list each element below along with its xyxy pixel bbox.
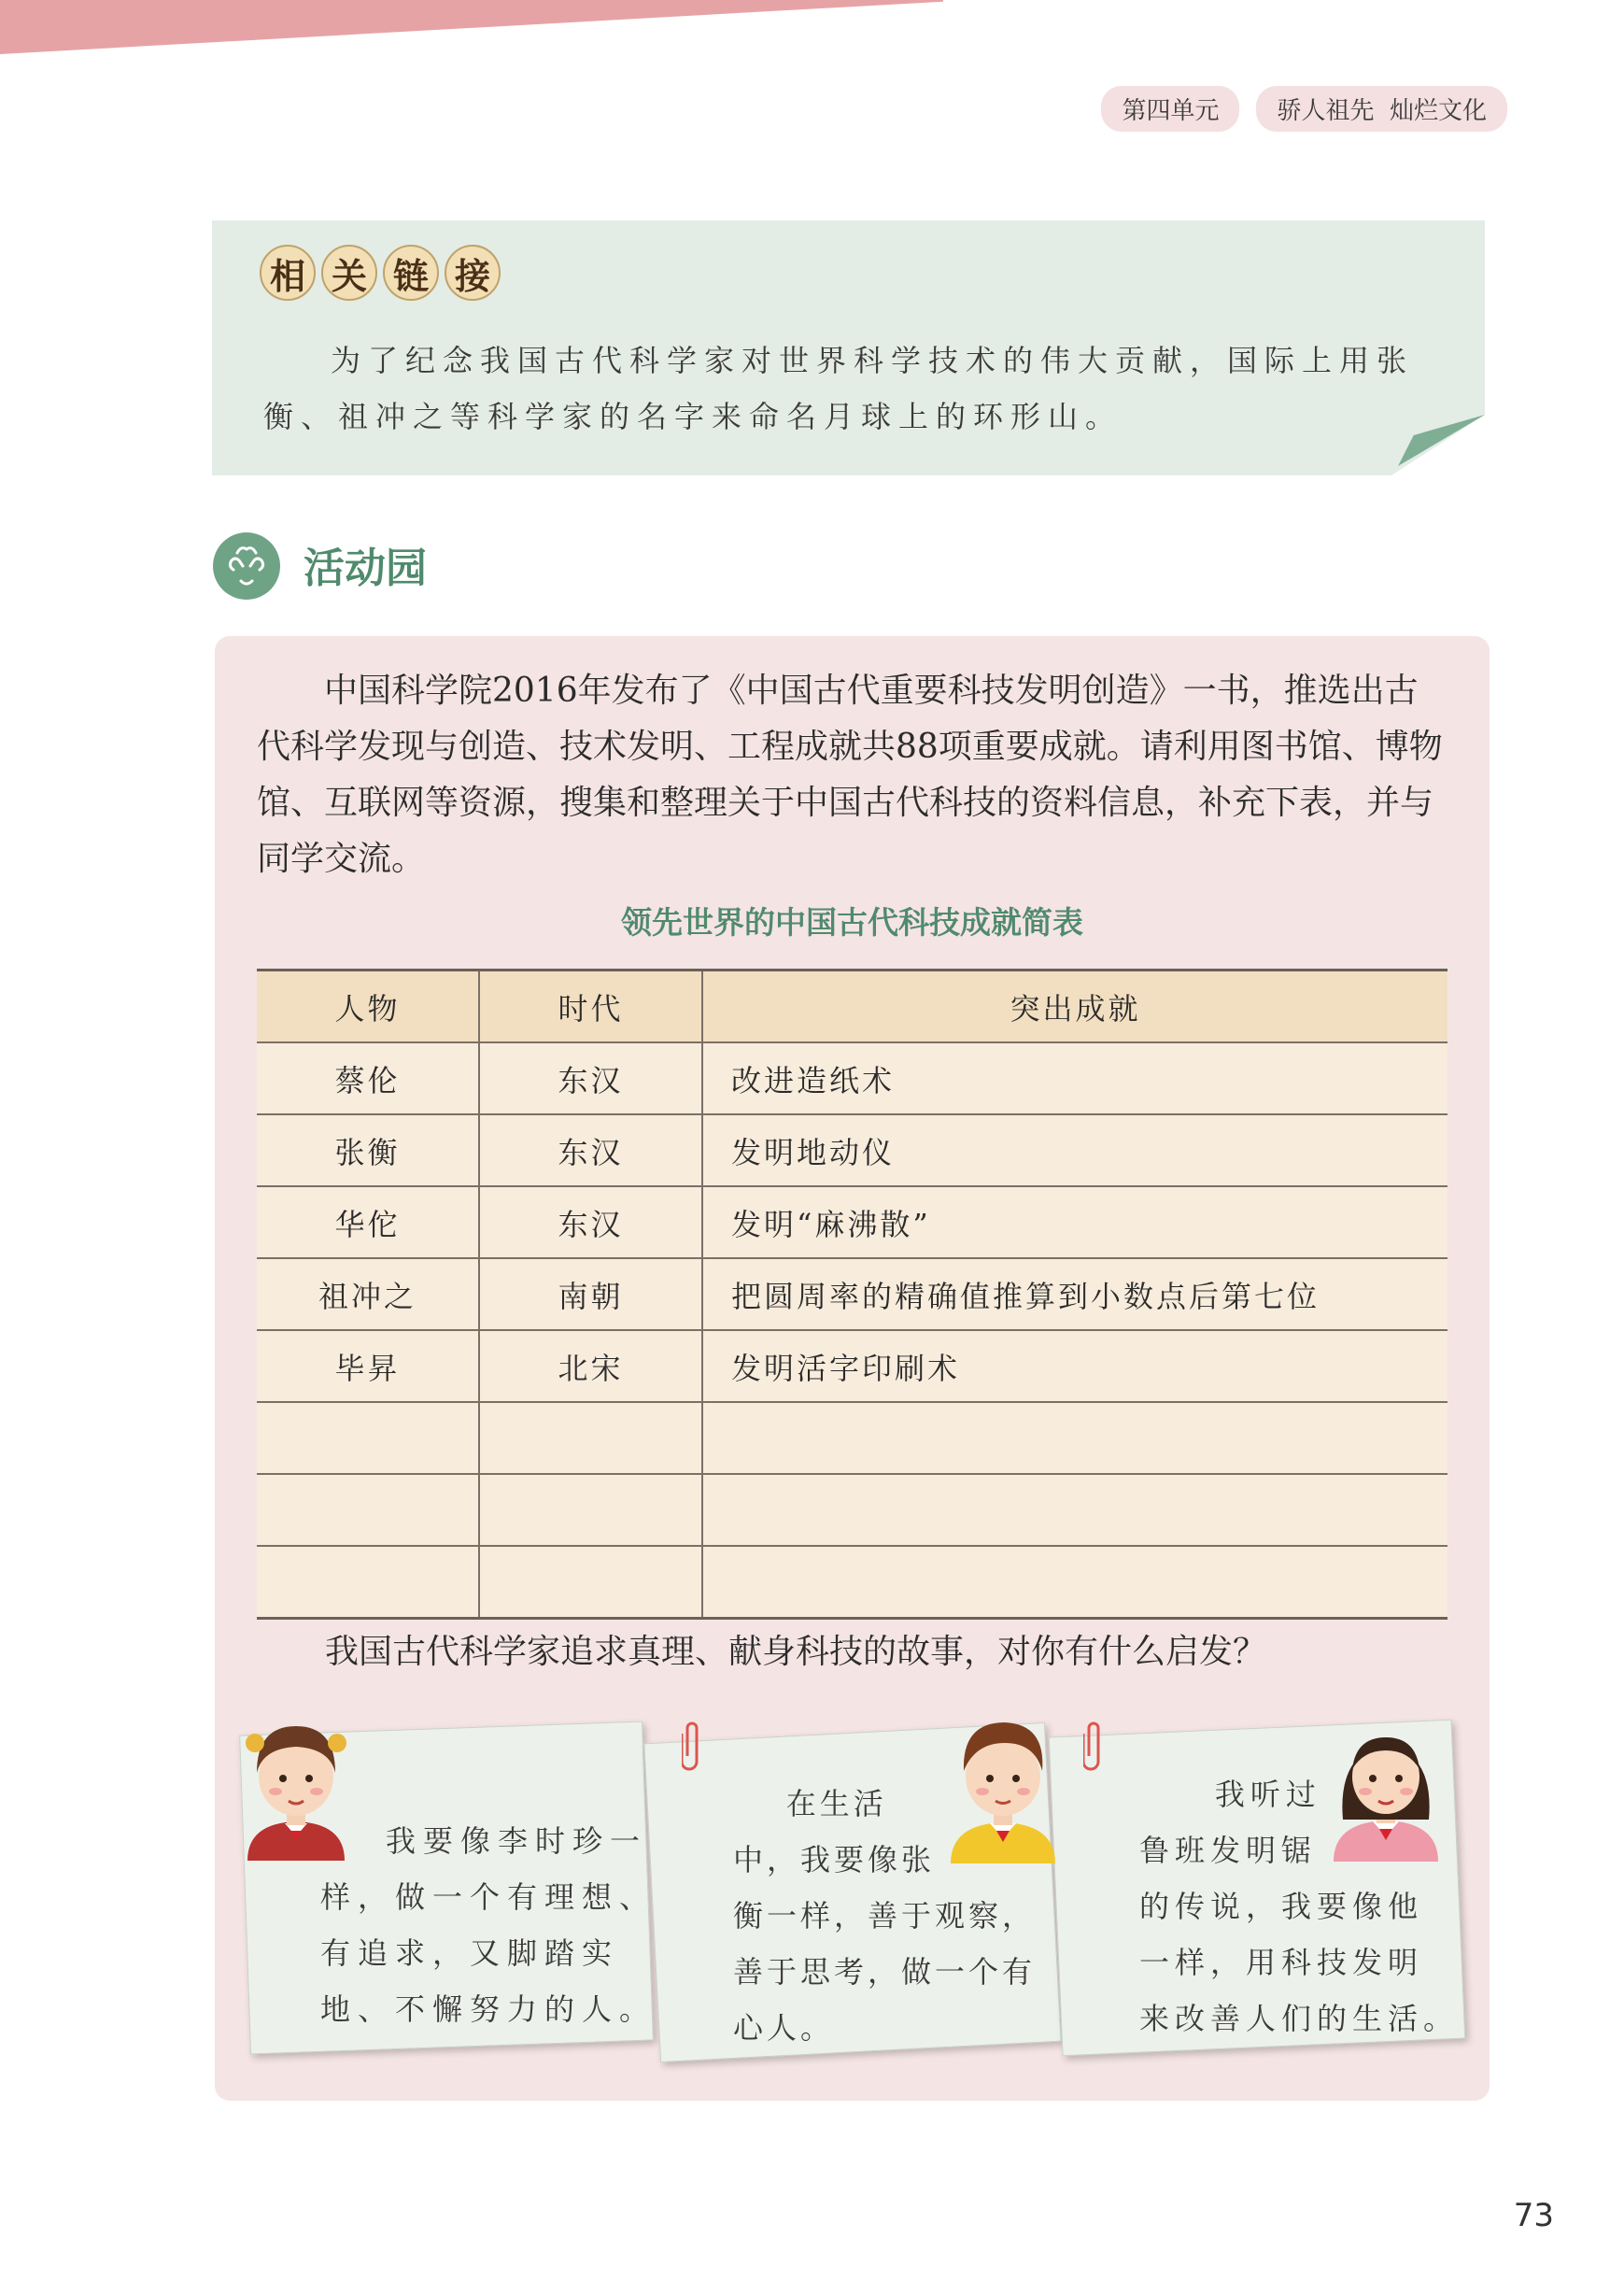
activity-intro: 中国科学院2016年发布了《中国古代重要科技发明创造》一书，推选出古代科学发现与创造、技术发明、工程成就共88项重要成就。请利用图书馆、博物馆、互联网等资源，搜集和整理关于中国古代科技的资料信息，补充下表，并与同学交流。 [257,672,1443,878]
page-header [1101,86,1507,132]
paperclip-icon [682,1719,702,1775]
note-text-1 [320,1813,657,2037]
title-char: 关 [321,245,377,301]
table-cell: 南朝 [479,1258,702,1330]
table-cell: 张衡 [257,1114,479,1186]
table-cell: 华佗 [257,1186,479,1258]
column-header: 时代 [479,970,702,1043]
note-line: 善于思考，做一个有 [733,1954,1037,1990]
note-line: 中，我要像张 [733,1842,936,1877]
achievement-table [257,969,1447,1620]
table-row [257,1114,1447,1186]
note-line: 心人。 [733,2010,835,2046]
column-header: 人物 [257,970,479,1043]
table-cell: 把圆周率的精确值推算到小数点后第七位 [702,1258,1447,1330]
table-cell: 发明活字印刷术 [702,1330,1447,1402]
title-char: 链 [383,245,439,301]
top-decorative-band [0,0,943,54]
table-cell [257,1474,479,1546]
related-links-text: 为了纪念我国古代科学家对世界科学技术的伟大贡献，国际上用张衡、祖冲之等科学家的名字来命名月球上的环形山。 [263,343,1415,434]
note-line: 衡一样，善于观察， [733,1898,1037,1934]
table-caption: 领先世界的中国古代科技成就简表 [621,904,1083,941]
note-text-2 [733,1776,1036,2056]
note-line: 我听过 [1139,1777,1321,1812]
note-line: 在生活 [733,1786,887,1821]
table-cell [702,1402,1447,1474]
table-cell: 发明“麻沸散” [702,1186,1447,1258]
table-row [257,1042,1447,1114]
page-number: 73 [1513,2197,1554,2234]
title-char: 接 [445,245,501,301]
paperclip-icon [1083,1719,1104,1775]
table-cell [257,1546,479,1619]
note-line: 样，做一个有理想、 [320,1879,657,1915]
table-cell [257,1402,479,1474]
note-line: 来改善人们的生活。 [1139,2001,1460,2036]
table-cell: 东汉 [479,1114,702,1186]
table-cell: 改进造纸术 [702,1042,1447,1114]
note-line: 地、不懈努力的人。 [320,1991,657,2027]
table-row [257,1330,1447,1402]
table-cell [479,1474,702,1546]
activity-section-title: 活动园 [304,545,427,592]
note-line: 有追求，又脚踏实 [320,1935,620,1971]
table-header-row [257,970,1447,1043]
table-row-empty [257,1474,1447,1546]
note-line: 的传说，我要像他 [1139,1889,1424,1924]
table-row [257,1258,1447,1330]
table-row-empty [257,1546,1447,1619]
title-char: 相 [260,245,316,301]
table-cell [702,1546,1447,1619]
table-cell: 祖冲之 [257,1258,479,1330]
note-line: 鲁班发明锯 [1139,1833,1318,1868]
related-links-title [260,245,501,301]
unit-title: 骄人祖先 灿烂文化 [1256,86,1507,132]
table-cell: 北宋 [479,1330,702,1402]
column-header: 突出成就 [702,970,1447,1043]
table-cell: 发明地动仪 [702,1114,1447,1186]
discussion-question: 我国古代科学家追求真理、献身科技的故事，对你有什么启发？ [325,1633,1267,1671]
table-row [257,1186,1447,1258]
note-text-3 [1139,1766,1459,2047]
note-line: 我要像李时珍一 [386,1823,648,1859]
table-cell: 东汉 [479,1042,702,1114]
table-cell: 蔡伦 [257,1042,479,1114]
table-row-empty [257,1402,1447,1474]
unit-label: 第四单元 [1101,86,1239,132]
note-line: 一样，用科技发明 [1139,1945,1424,1980]
table-cell: 东汉 [479,1186,702,1258]
table-cell [479,1402,702,1474]
table-cell [702,1474,1447,1546]
table-cell: 毕昇 [257,1330,479,1402]
table-cell [479,1546,702,1619]
hands-icon [213,532,280,600]
